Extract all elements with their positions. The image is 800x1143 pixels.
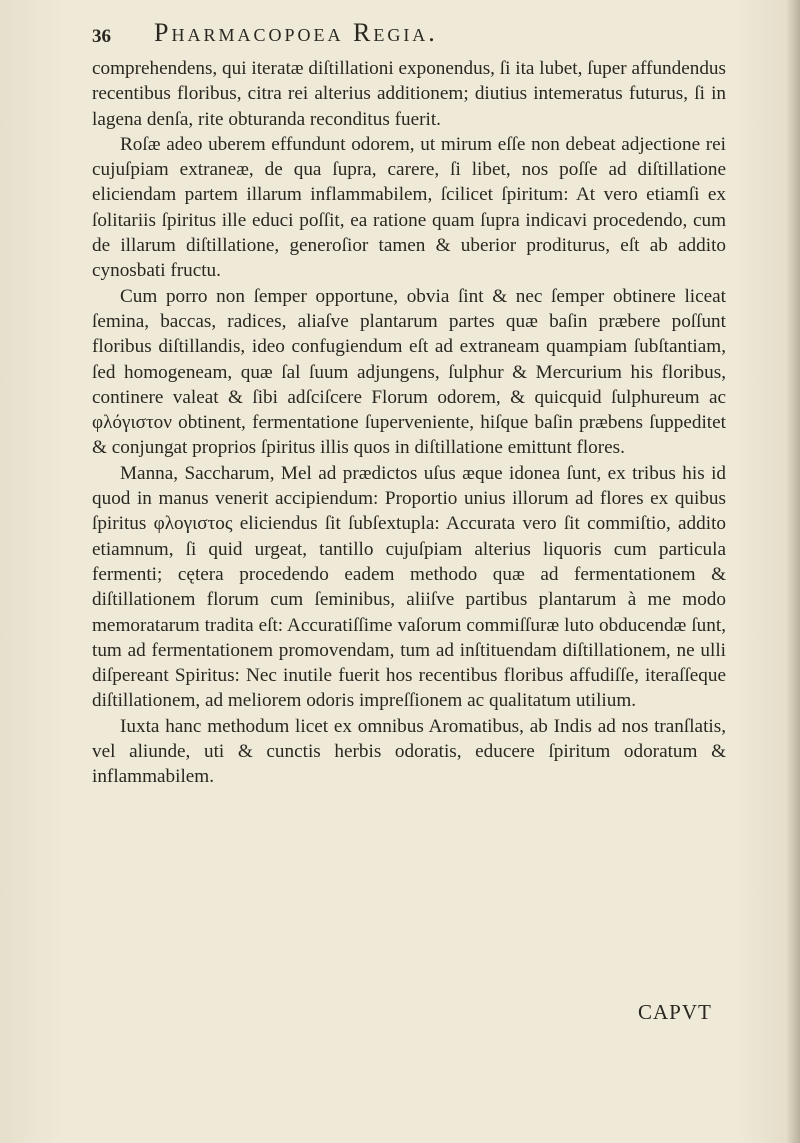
paragraph-roses: Roſæ adeo uberem effundunt odorem, ut mirum eſſe non debeat adjectione rei cujuſpiam extraneæ, de qua ſupra, carere, ſi libet, nos poſſe ad diſtillatione eliciendam partem illarum inflammabilem, ſcilicet ſpiritum: At vero etiamſi ex ſolitariis ſpiritus ille educi poſſit, ea ratione quam ſupra indicavi procedendo, cum de illarum diſtillatione, generoſior tamen & uberior proditurus, eſt ab addito cynosbati fructu. (92, 133, 726, 282)
catchword: CAPVT (638, 1000, 712, 1024)
page-number: 36 (92, 26, 111, 47)
body-text (92, 56, 726, 790)
page-header (92, 12, 732, 52)
page-edge-shadow (786, 0, 800, 1143)
paragraph-manna: Manna, Saccharum, Mel ad prædictos uſus æque idonea ſunt, ex tribus his id quod in manus venerit accipiendum: Proportio unius illorum ad flores ex quibus ſpiritus φλογιστος eliciendus ſit ſubſextupla: Accurata vero ſit commiſtio, addito etiamnum, ſi quid urgeat, tantillo cujuſpiam alterius liquoris cum particula fermenti; cętera procedendo eadem methodo quæ ad fermentationem & diſtillationem florum cum ſeminibus, aliiſve partibus plantarum à me modo memoratarum tradita eſt: Accuratiſſime vaſorum commiſſuræ luto obducendæ ſunt, tum ad fermentationem promovendam, tum ad inſtituendam diſtillationem, ne ulli diſpereant Spiritus: Nec inutile fuerit hos recentibus floribus affudiſſe, iteraſſeque diſtillationem, ad meliorem odoris impreſſionem ac qualitatum utilium. (92, 462, 726, 712)
paragraph-substance: Cum porro non ſemper opportune, obvia ſint & nec ſemper obtinere liceat ſemina, baccas, radices, aliaſve plantarum partes quæ baſin præbere poſſunt floribus diſtillandis, ideo confugiendum eſt ad extraneam quampiam ſubſtantiam, ſed homogeneam, quæ ſal ſuum adjungens, ſulphur & Mercurium his floribus, continere valeat & ſibi adſciſcere Florum odorem, & quicquid ſulphureum ac φλόγιστον obtinent, fermentatione ſuperveniente, hiſque baſin præbens ſuppeditet & conjungat proprios ſpiritus illis quos in diſtillatione emittunt flores. (92, 285, 726, 459)
paragraph-continuation: comprehendens, qui iteratæ diſtillationi exponendus, ſi ita lubet, ſuper affundendus recentibus floribus, citra rei alterius additionem; diutius intemeratus futurus, ſi in lagena denſa, rite obturanda reconditus fuerit. (92, 58, 726, 130)
running-title: Pharmacopoea Regia. (154, 18, 438, 47)
paragraph-aromatics: Iuxta hanc methodum licet ex omnibus Aromatibus, ab Indis ad nos tranſlatis, vel aliunde, uti & cunctis herbis odoratis, educere ſpiritum odoratum & inflammabilem. (92, 715, 726, 788)
